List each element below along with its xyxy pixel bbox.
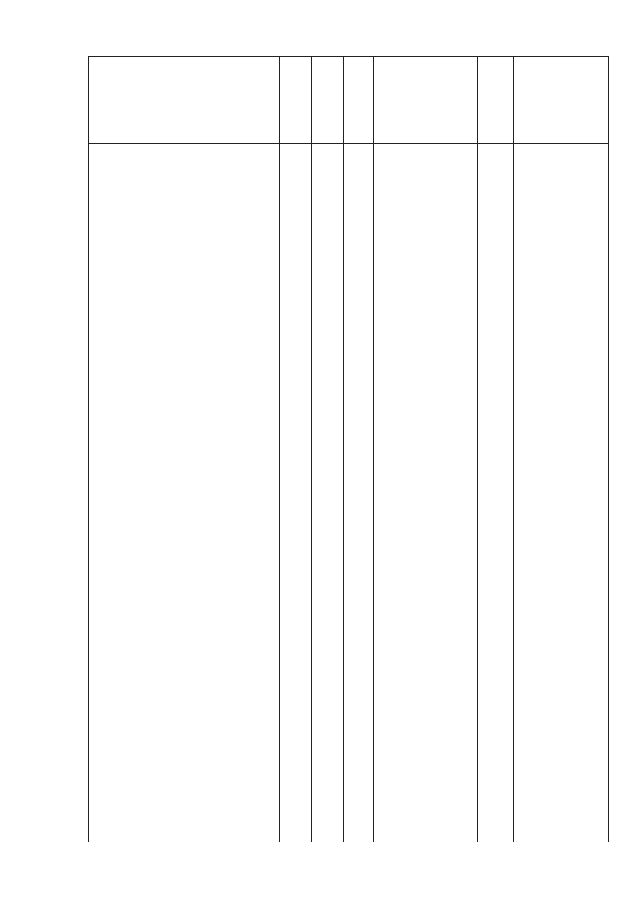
column-divider <box>373 56 374 842</box>
column-divider <box>343 56 344 842</box>
column-divider <box>311 56 312 842</box>
header-gruppa-vida-rashodov <box>477 56 513 143</box>
header-summa <box>513 56 609 143</box>
column-divider <box>513 56 514 842</box>
header-name <box>88 56 279 143</box>
table-frame <box>88 56 609 842</box>
column-divider <box>279 56 280 842</box>
header-vedomstvo <box>279 56 311 143</box>
header-razdel <box>311 56 343 143</box>
column-divider <box>477 56 478 842</box>
header-celevaya-statya <box>373 56 477 143</box>
header-divider <box>88 143 609 144</box>
header-podrazdel <box>343 56 373 143</box>
